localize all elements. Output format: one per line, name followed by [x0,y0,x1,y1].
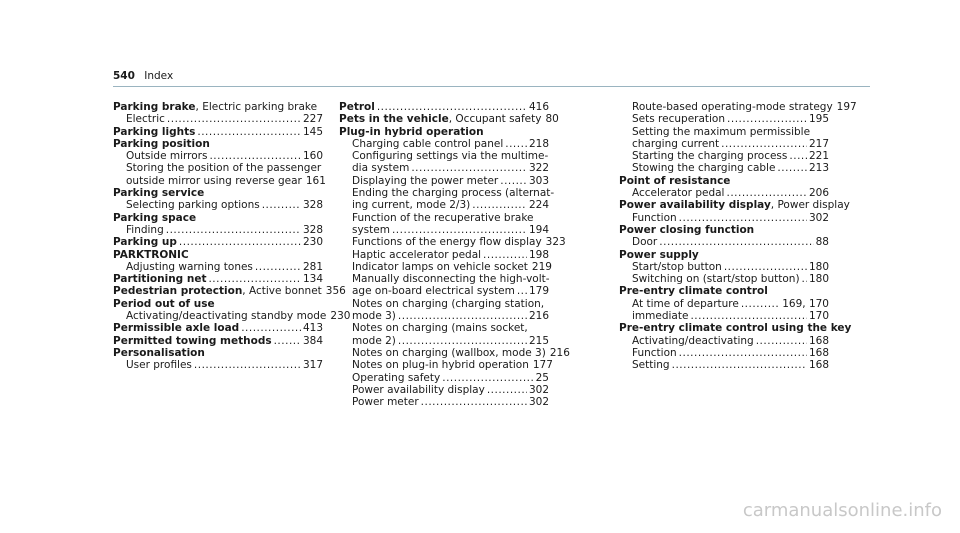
dot-leader [262,199,301,211]
page-reference: 302 [528,396,549,409]
index-subentry [339,359,553,372]
index-subentry [619,335,829,347]
index-entry [619,199,850,224]
index-subentry-text: Stowing the charging cable [632,162,776,175]
index-column-3 [619,101,857,372]
index-subentry [619,113,829,125]
index-entry [113,101,323,126]
index-heading: PARKTRONIC [113,248,189,261]
dot-leader [726,187,806,199]
index-heading-suffix: , Active bonnet [242,285,322,298]
index-subentry-text: Setting the maximum permissible [632,125,811,138]
dot-leader [398,310,527,322]
index-subentry [619,236,829,248]
dot-leader [167,113,301,125]
index-subentry [339,224,549,236]
page-reference: 160 [302,150,323,163]
index-subentry-text: Finding [126,223,164,236]
dot-leader [179,236,301,248]
index-subentry-text: Sets recuperation [632,113,726,126]
dot-leader [789,150,807,162]
index-subentry [339,384,549,396]
page-reference: 356 [325,285,346,298]
index-heading: Power closing function [619,223,755,236]
index-subentry [113,310,351,323]
index-heading-line [619,224,829,236]
index-heading: Petrol [339,101,375,113]
index-entry [113,297,351,323]
dot-leader [679,212,807,224]
index-subentry [339,260,552,273]
page-reference: 168 [808,346,829,359]
dot-leader [274,335,301,347]
index-entry [113,322,323,334]
page-reference: 416 [528,101,549,113]
index-heading-suffix: , Power display [770,199,850,212]
index-subentry [339,396,549,408]
dot-leader [166,224,301,236]
index-heading: Plug-in hybrid operation [339,125,484,138]
dot-leader [724,261,807,273]
dot-leader [411,162,527,174]
page-reference: 180 [808,273,829,286]
dot-leader [721,138,807,150]
index-subentry-text: system [352,223,390,236]
page-reference: 218 [528,137,549,150]
index-subentry-text: Storing the position of the passenger [126,162,322,175]
index-subentry [113,224,323,236]
index-subentry [619,261,829,273]
index-heading-line [113,335,323,347]
dot-leader [690,310,807,322]
page-reference: 80 [545,113,559,126]
dot-leader [241,322,301,334]
dot-leader [500,175,527,187]
page-reference: 303 [528,174,549,187]
page-reference: 134 [302,273,323,286]
dot-leader [483,249,527,261]
index-entry [113,187,323,212]
index-subentry-text: ing current, mode 2/3) [352,199,471,212]
dot-leader [487,384,527,396]
index-subentry [619,359,829,371]
index-subentry-text: dia system [352,162,410,175]
dot-leader [392,224,527,236]
index-subentry [113,150,323,162]
index-heading: Pedestrian protection [113,285,243,298]
page-reference: 169, 170 [782,297,829,310]
index-entry [113,335,323,347]
index-subentry [113,174,326,187]
index-subentry [339,335,549,347]
dot-leader [727,113,807,125]
index-subentry-text: Outside mirrors [126,150,208,163]
page-reference: 323 [545,236,566,249]
index-heading-line [113,322,323,334]
page-reference: 328 [302,199,323,212]
index-heading-line [113,249,323,261]
index-heading-line [339,101,549,113]
index-heading-line [113,187,323,199]
dot-leader [741,298,780,310]
index-subentry-text: Accelerator pedal [632,187,725,200]
index-heading-line [113,138,323,150]
page-reference: 168 [808,334,829,347]
index-subentry [339,372,549,384]
index-subentry-text: Configuring settings via the multime- [352,150,549,163]
index-subentry-text: Function [632,211,677,224]
page-reference: 281 [302,260,323,273]
page-reference: 170 [808,310,829,323]
page-reference: 88 [815,236,829,249]
index-subentry-text: Power meter [352,396,419,409]
page-reference: 302 [808,211,829,224]
dot-leader [679,347,807,359]
index-subentry-text: immediate [632,310,689,323]
dot-leader [398,335,527,347]
index-subentry [619,212,829,224]
dot-leader [472,199,527,211]
index-heading: Parking position [113,137,210,150]
index-subentry-text: Ending the charging process (alternat- [352,187,555,200]
index-heading-suffix: , Electric parking brake [195,101,318,113]
index-heading: Period out of use [113,297,215,310]
dot-leader [517,285,527,297]
page-reference: 216 [549,346,570,359]
index-subentry-text: Function of the recuperative brake [352,211,534,224]
dot-leader [377,101,527,113]
index-subentry [619,138,829,150]
page-reference: 216 [528,310,549,323]
index-subentry [339,346,570,359]
index-heading-line [113,273,323,285]
page-reference: 161 [305,174,326,187]
index-subentry-text: Charging cable control panel [352,137,504,150]
index-entry [339,113,559,126]
index-entry [113,347,323,372]
index-subentry-text: Manually disconnecting the high-volt- [352,273,550,286]
page-reference: 221 [808,150,829,163]
page-reference: 198 [528,248,549,261]
dot-leader [421,396,527,408]
index-heading-line [113,347,323,359]
index-entry [619,249,829,286]
index-column-2 [339,101,570,409]
page-reference: 197 [836,101,857,113]
index-heading-line [113,298,323,310]
dot-leader [659,236,813,248]
index-subentry [619,150,829,162]
index-subentry-text: Setting [632,359,670,372]
index-subentry-text: Start/stop button [632,260,722,273]
index-heading: Permissible axle load [113,322,240,335]
index-subentry [339,249,549,261]
index-subentry [619,162,829,174]
index-heading-line [113,285,346,298]
page-reference: 230 [302,236,323,249]
index-subentry-text: Notes on plug-in hybrid operation [352,359,529,372]
dot-leader [505,138,527,150]
index-entry [113,236,323,248]
index-entry [339,101,549,113]
page-number: 540 [113,70,135,82]
index-subentry-text: User profiles [126,359,192,372]
index-subentry-text: mode 3) [352,310,396,323]
index-heading-line [113,212,323,224]
index-heading-line [619,199,850,212]
index-heading: Parking service [113,187,205,200]
index-heading: Power availability display [619,199,771,212]
header-divider [113,86,870,87]
page-section-title: Index [144,70,174,82]
index-heading: Parking brake [113,101,196,113]
page-reference: 177 [532,359,553,372]
index-subentry-text: Operating safety [352,371,441,384]
page-reference: 384 [302,334,323,347]
watermark: carmanualsonline.info [742,500,942,521]
page-reference: 328 [302,223,323,236]
index-heading: Parking up [113,236,177,249]
index-subentry-text: Adjusting warning tones [126,260,253,273]
index-heading: Pre-entry climate control [619,285,768,298]
dot-leader [255,261,301,273]
dot-leader [194,359,301,371]
index-heading: Pets in the vehicle [339,113,449,126]
page-reference: 180 [808,260,829,273]
index-subentry [113,199,323,211]
index-subentry [619,298,829,310]
index-subentry-text: Route-based operating-mode strategy [632,101,833,113]
index-entry [619,224,829,249]
index-subentry [339,236,566,249]
index-subentry-text: Notes on charging (mains socket, [352,322,528,335]
index-subentry-text: charging current [632,137,720,150]
index-subentry-text: Door [632,236,658,249]
index-heading-line [113,126,323,138]
page-reference: 230 [330,310,351,323]
page-reference: 179 [528,285,549,298]
index-subentry-text: Activating/deactivating [632,334,754,347]
index-heading: Permitted towing methods [113,334,272,347]
index-entry [113,137,326,187]
index-column-1 [113,101,351,372]
index-subentry [339,162,549,174]
index-subentry-text: Notes on charging (wallbox, mode 3) [352,346,546,359]
index-entry [619,101,857,175]
page-reference: 215 [528,334,549,347]
dot-leader [756,335,807,347]
index-heading-line [619,322,852,335]
index-heading: Point of resistance [619,174,731,187]
dot-leader [197,126,301,138]
index-heading-line [113,236,323,248]
page-reference: 317 [302,359,323,372]
index-heading: Partitioning net [113,273,207,286]
index-subentry [113,261,323,273]
index-heading-suffix: , Occupant safety [448,113,542,126]
index-entry [113,273,323,285]
index-entry [619,285,829,322]
index-subentry-text: At time of departure [632,297,739,310]
index-subentry-text: Function [632,346,677,359]
dot-leader [209,150,300,162]
dot-leader [208,273,300,285]
index-subentry-text: Notes on charging (charging station, [352,297,545,310]
index-subentry [619,101,857,113]
page-reference: 219 [531,260,552,273]
index-subentry-text: outside mirror using reverse gear [126,174,302,187]
index-subentry [619,347,829,359]
dot-leader [777,162,807,174]
index-subentry-text: Selecting parking options [126,199,260,212]
index-heading-line [339,113,559,126]
index-heading-line [339,126,549,138]
index-subentry [339,175,549,187]
page-reference: 302 [528,383,549,396]
index-entry [113,212,323,237]
index-subentry [619,310,829,322]
index-subentry-text: Starting the charging process [632,150,788,163]
page-reference: 195 [808,113,829,126]
index-subentry-text: Displaying the power meter [352,174,499,187]
dot-leader [442,372,533,384]
page-reference: 213 [808,162,829,175]
index-subentry [339,138,549,150]
index-entry [339,125,570,409]
index-heading-line [619,285,829,297]
page-reference: 206 [808,187,829,200]
page-reference: 322 [528,162,549,175]
index-subentry-text: Haptic accelerator pedal [352,248,482,261]
index-heading-line [619,175,829,187]
index-subentry [113,359,323,371]
index-entry [113,126,323,138]
page-reference: 227 [302,113,323,126]
index-heading: Power supply [619,248,699,261]
index-subentry-text: mode 2) [352,334,396,347]
index-subentry-text: Electric [126,113,165,126]
index-heading: Personalisation [113,346,205,359]
index-entry [113,249,323,274]
page-header [113,70,173,82]
index-heading: Pre-entry climate control using the key [619,322,852,335]
index-subentry [339,199,549,211]
page-reference: 145 [302,125,323,138]
index-subentry [619,187,829,199]
index-subentry-text: Functions of the energy flow display [352,236,542,249]
page-reference: 168 [808,359,829,372]
index-subentry [619,273,829,285]
page-reference: 217 [808,137,829,150]
index-heading-line [619,249,829,261]
dot-leader [802,273,807,285]
page-reference: 25 [535,371,549,384]
index-subentry-text: Activating/deactivating standby mode [126,310,327,323]
index-heading: Parking lights [113,125,196,138]
index-subentry-text: Switching on (start/stop button) [632,273,800,286]
page-reference: 224 [528,199,549,212]
index-subentry [339,310,549,322]
page-reference: 413 [302,322,323,335]
page-reference: 194 [528,223,549,236]
index-entry [619,175,829,200]
index-heading-line [113,101,323,113]
index-subentry [113,113,323,125]
dot-leader [672,359,807,371]
index-entry [619,322,852,372]
index-subentry-text: Indicator lamps on vehicle socket [352,260,528,273]
index-subentry-text: age on-board electrical system [352,285,515,298]
index-subentry-text: Power availability display [352,383,485,396]
index-heading: Parking space [113,211,197,224]
index-subentry [339,285,549,297]
index-entry [113,285,346,298]
